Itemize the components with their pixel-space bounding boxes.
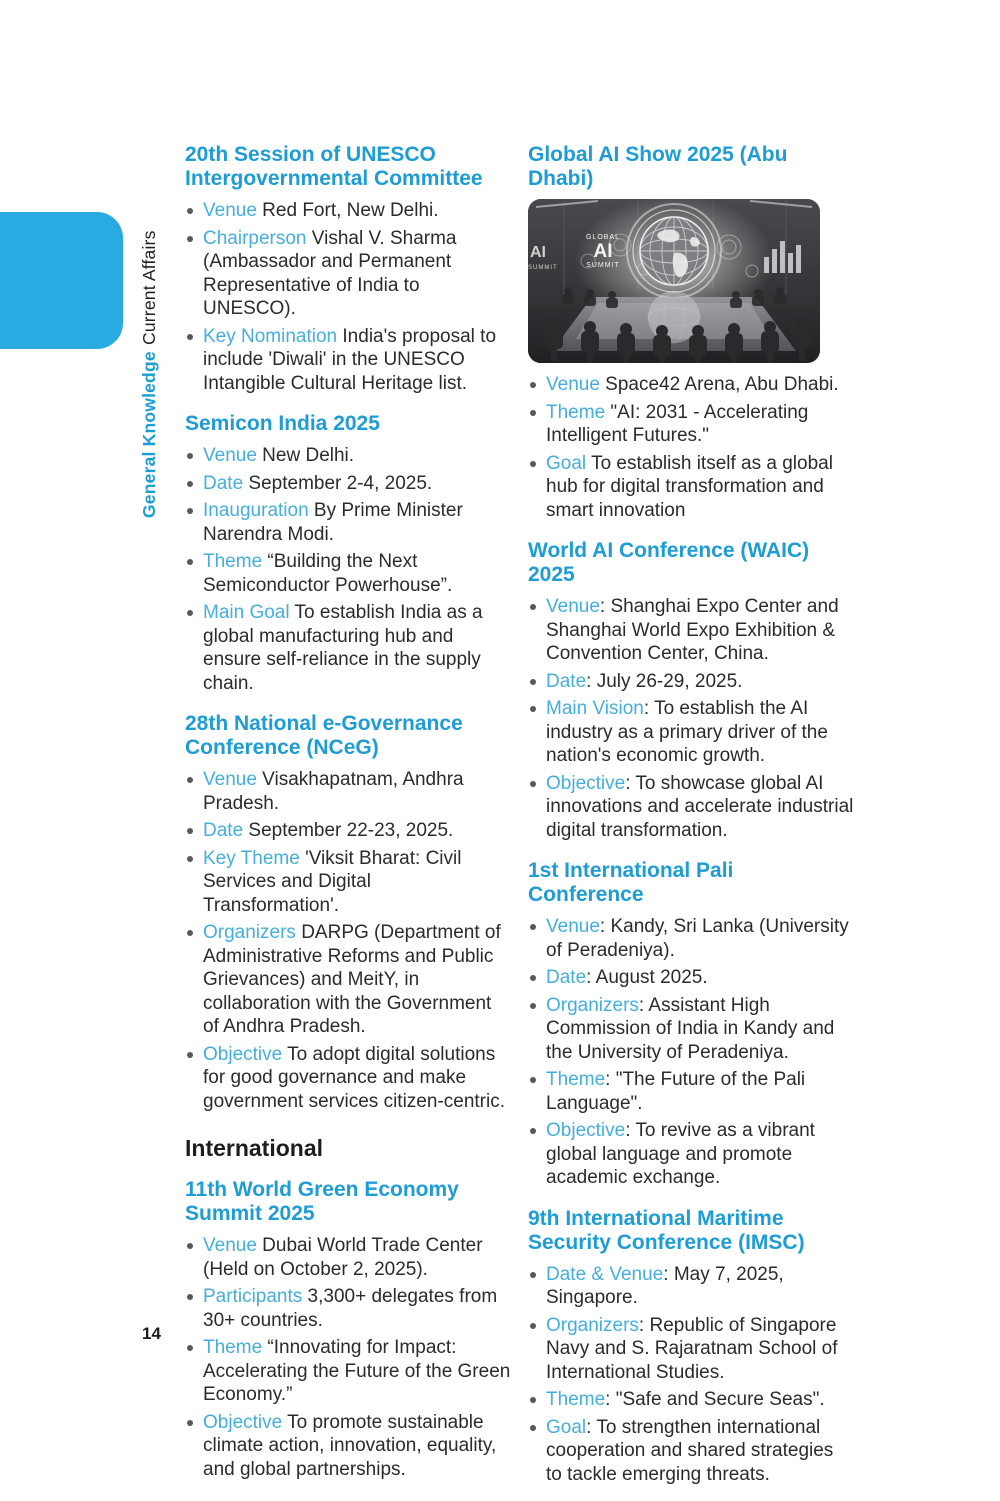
section-title: World AI Conference (WAIC) 2025: [528, 539, 810, 586]
bullet-label: Venue: [546, 916, 600, 937]
bullet-list: [528, 595, 854, 842]
bullet-text: By Prime Minister Narendra Modi.: [203, 500, 463, 545]
svg-text:SUMMIT: SUMMIT: [586, 262, 620, 269]
bullet-text: Red Fort, New Delhi.: [256, 200, 439, 221]
bullet-label: Objective: [546, 1120, 626, 1141]
sidebar-topic-label: Current Affairs: [139, 230, 159, 346]
bullet-text: : To revive as a vibrant global language and promote academic exchange.: [546, 1120, 815, 1188]
section-title: Semicon India 2025: [185, 412, 380, 435]
bullet-label: Theme: [546, 401, 606, 423]
bullet-item: [185, 847, 511, 918]
chapter-tab: [0, 212, 123, 349]
bullet-label: Objective: [203, 1411, 283, 1433]
bullet-list: [528, 373, 854, 522]
bullet-item: [528, 373, 854, 397]
bullet-label: Venue: [546, 374, 600, 395]
bullet-list: [528, 1263, 854, 1487]
content-section: [528, 859, 854, 1190]
bullet-item: [528, 994, 854, 1065]
bullet-text: : "The Future of the Pali Language".: [546, 1069, 806, 1114]
bullet-item: [528, 401, 854, 448]
bullet-item: [185, 1336, 511, 1407]
bullet-text: : Republic of Singapore Navy and S. Rajaratnam School of International Studies.: [546, 1314, 838, 1383]
bullet-text: : August 2025.: [586, 967, 708, 988]
section-title: 11th World Green Economy Summit 2025: [185, 1178, 459, 1225]
bullet-label: Date: [203, 820, 244, 841]
content-section: [185, 143, 511, 395]
bullet-label: Key Theme: [203, 847, 300, 869]
bullet-item: [185, 1285, 511, 1332]
bullet-text: : To establish the AI industry as a primary driver of the nation's economic growth.: [546, 698, 828, 766]
bullet-list: [528, 915, 854, 1190]
content-section: [185, 1178, 511, 1481]
bullet-item: [185, 227, 511, 321]
bullet-item: [185, 1043, 511, 1114]
bullet-list: [185, 768, 511, 1113]
bullet-item: [185, 499, 511, 546]
content-section: [185, 712, 511, 1113]
content-section: [185, 412, 511, 695]
svg-text:AI: AI: [593, 241, 613, 262]
bullet-text: 'Viksit Bharat: Civil Services and Digital Transformation'.: [203, 847, 462, 916]
bullet-text: “Building the Next Semiconductor Powerhouse”.: [203, 551, 453, 596]
bullet-item: [185, 444, 511, 468]
bullet-label: Venue: [203, 1235, 257, 1256]
bullet-item: [185, 199, 511, 223]
bullet-item: [185, 768, 511, 815]
bullet-list: [185, 444, 511, 695]
bullet-label: Venue: [203, 445, 257, 466]
section-title: 20th Session of UNESCO Intergovernmental Committee: [185, 143, 483, 190]
bullet-list: [185, 199, 511, 395]
bullet-text: September 2-4, 2025.: [243, 472, 433, 494]
bullet-label: Date: [546, 967, 587, 988]
bullet-item: [528, 966, 854, 990]
svg-text:AI: AI: [530, 244, 546, 261]
bullet-text: To promote sustainable climate action, innovation, equality, and global partnerships.: [203, 1411, 497, 1480]
bullet-item: [528, 1068, 854, 1115]
bullet-text: Space42 Arena, Abu Dhabi.: [599, 374, 839, 395]
bullet-item: [528, 697, 854, 768]
bullet-text: : Shanghai Expo Center and Shanghai World Expo Exhibition & Convention Center, China.: [546, 596, 839, 664]
global-ai-summit-image: [528, 199, 820, 363]
content-section: [528, 539, 854, 842]
content-section: [528, 143, 854, 522]
bullet-label: Inauguration: [203, 500, 309, 521]
bullet-label: Venue: [203, 200, 257, 221]
bullet-label: Venue: [203, 769, 257, 790]
bullet-item: [528, 1263, 854, 1310]
bullet-label: Organizers: [546, 994, 639, 1016]
bullet-label: Date: [546, 670, 587, 692]
bullet-item: [528, 1119, 854, 1190]
bullet-text: : Assistant High Commission of India in Kandy and the University of Peradeniya.: [546, 994, 835, 1063]
bullet-label: Theme: [203, 551, 263, 572]
bullet-label: Theme: [546, 1069, 606, 1090]
bullet-text: September 22-23, 2025.: [243, 820, 454, 841]
bullet-label: Theme: [203, 1337, 263, 1358]
bullet-label: Organizers: [203, 922, 296, 943]
bullet-item: [185, 601, 511, 695]
bullet-item: [185, 472, 511, 496]
bullet-item: [185, 1234, 511, 1281]
section-title: Global AI Show 2025 (Abu Dhabi): [528, 143, 788, 190]
bullet-text: Visakhapatnam, Andhra Pradesh.: [203, 769, 464, 814]
section-title: 9th International Maritime Security Conference (IMSC): [528, 1206, 805, 1254]
svg-text:SUMMIT: SUMMIT: [528, 265, 558, 271]
bullet-label: Goal: [546, 452, 587, 474]
bullet-text: To establish itself as a global hub for digital transformation and smart innovation: [546, 452, 833, 521]
bullet-text: India's proposal to include 'Diwali' in the UNESCO Intangible Cultural Heritage list.: [203, 325, 497, 394]
bullet-text: : May 7, 2025, Singapore.: [546, 1263, 784, 1308]
bullet-text: 3,300+ delegates from 30+ countries.: [203, 1286, 498, 1331]
bullet-item: [185, 921, 511, 1039]
bullet-text: : July 26-29, 2025.: [586, 670, 743, 692]
bullet-text: “Innovating for Impact: Accelerating the Future of the Green Economy.”: [203, 1337, 511, 1405]
bullet-label: Participants: [203, 1286, 303, 1307]
holographic-globe: [640, 217, 708, 285]
bullet-text: To adopt digital solutions for good governance and make government services citizen-centric.: [203, 1043, 505, 1112]
right-column: [528, 143, 854, 1501]
bullet-label: Theme: [546, 1389, 606, 1410]
svg-text:GLOBAL: GLOBAL: [585, 234, 621, 241]
bullet-item: [185, 1411, 511, 1482]
bullet-label: Main Vision: [546, 698, 644, 719]
section-title: 1st International Pali Conference: [528, 859, 734, 906]
bullet-text: : Kandy, Sri Lanka (University of Peradeniya).: [546, 916, 849, 961]
bullet-label: Objective: [546, 772, 626, 794]
bullet-item: [528, 1416, 854, 1487]
bullet-label: Venue: [546, 596, 600, 617]
bullet-text: : "Safe and Secure Seas".: [605, 1389, 825, 1410]
bullet-item: [185, 550, 511, 597]
bullet-item: [528, 595, 854, 666]
bullet-text: DARPG (Department of Administrative Reforms and Public Grievances) and MeitY, in collaboration with the Government of Andhra Pradesh.: [203, 922, 501, 1037]
sidebar-category-label: General Knowledge: [139, 351, 159, 518]
bullet-item: [528, 915, 854, 962]
bullet-item: [528, 452, 854, 523]
bullet-item: [528, 1388, 854, 1412]
bullet-label: Date & Venue: [546, 1263, 664, 1285]
bullet-text: Dubai World Trade Center (Held on October 2, 2025).: [203, 1235, 483, 1280]
left-column: [185, 143, 511, 1496]
bullet-label: Main Goal: [203, 602, 290, 623]
ai-summit-illustration: [528, 199, 820, 363]
content-section: [528, 1207, 854, 1487]
bullet-text: : To strengthen international cooperation and shared strategies to tackle emerging threats.: [546, 1416, 834, 1485]
bullet-item: [185, 325, 511, 396]
bullet-text: Vishal V. Sharma (Ambassador and Permanent Representative of India to UNESCO).: [203, 227, 457, 319]
bullet-label: Organizers: [546, 1314, 639, 1336]
bullet-item: [185, 819, 511, 843]
bullet-text: New Delhi.: [256, 445, 355, 466]
bullet-label: Goal: [546, 1416, 587, 1438]
bullet-item: [528, 1314, 854, 1385]
bullet-text: To establish India as a global manufacturing hub and ensure self-reliance in the supply chain.: [203, 602, 483, 694]
bullet-label: Chairperson: [203, 227, 307, 249]
bullet-list: [185, 1234, 511, 1481]
bullet-label: Objective: [203, 1043, 283, 1065]
bullet-text: : To showcase global AI innovations and accelerate industrial digital transformation.: [546, 772, 854, 841]
bullet-text: "AI: 2031 - Accelerating Intelligent Futures.": [546, 401, 809, 446]
bullet-label: Key Nomination: [203, 325, 338, 347]
page-number: 14: [142, 1324, 161, 1343]
sidebar-vertical-label: [136, 230, 162, 518]
bullet-label: Date: [203, 472, 244, 494]
bullet-item: [528, 670, 854, 694]
section-title: 28th National e-Governance Conference (NCeG): [185, 712, 463, 759]
category-heading: International: [185, 1135, 324, 1161]
bullet-item: [528, 772, 854, 843]
